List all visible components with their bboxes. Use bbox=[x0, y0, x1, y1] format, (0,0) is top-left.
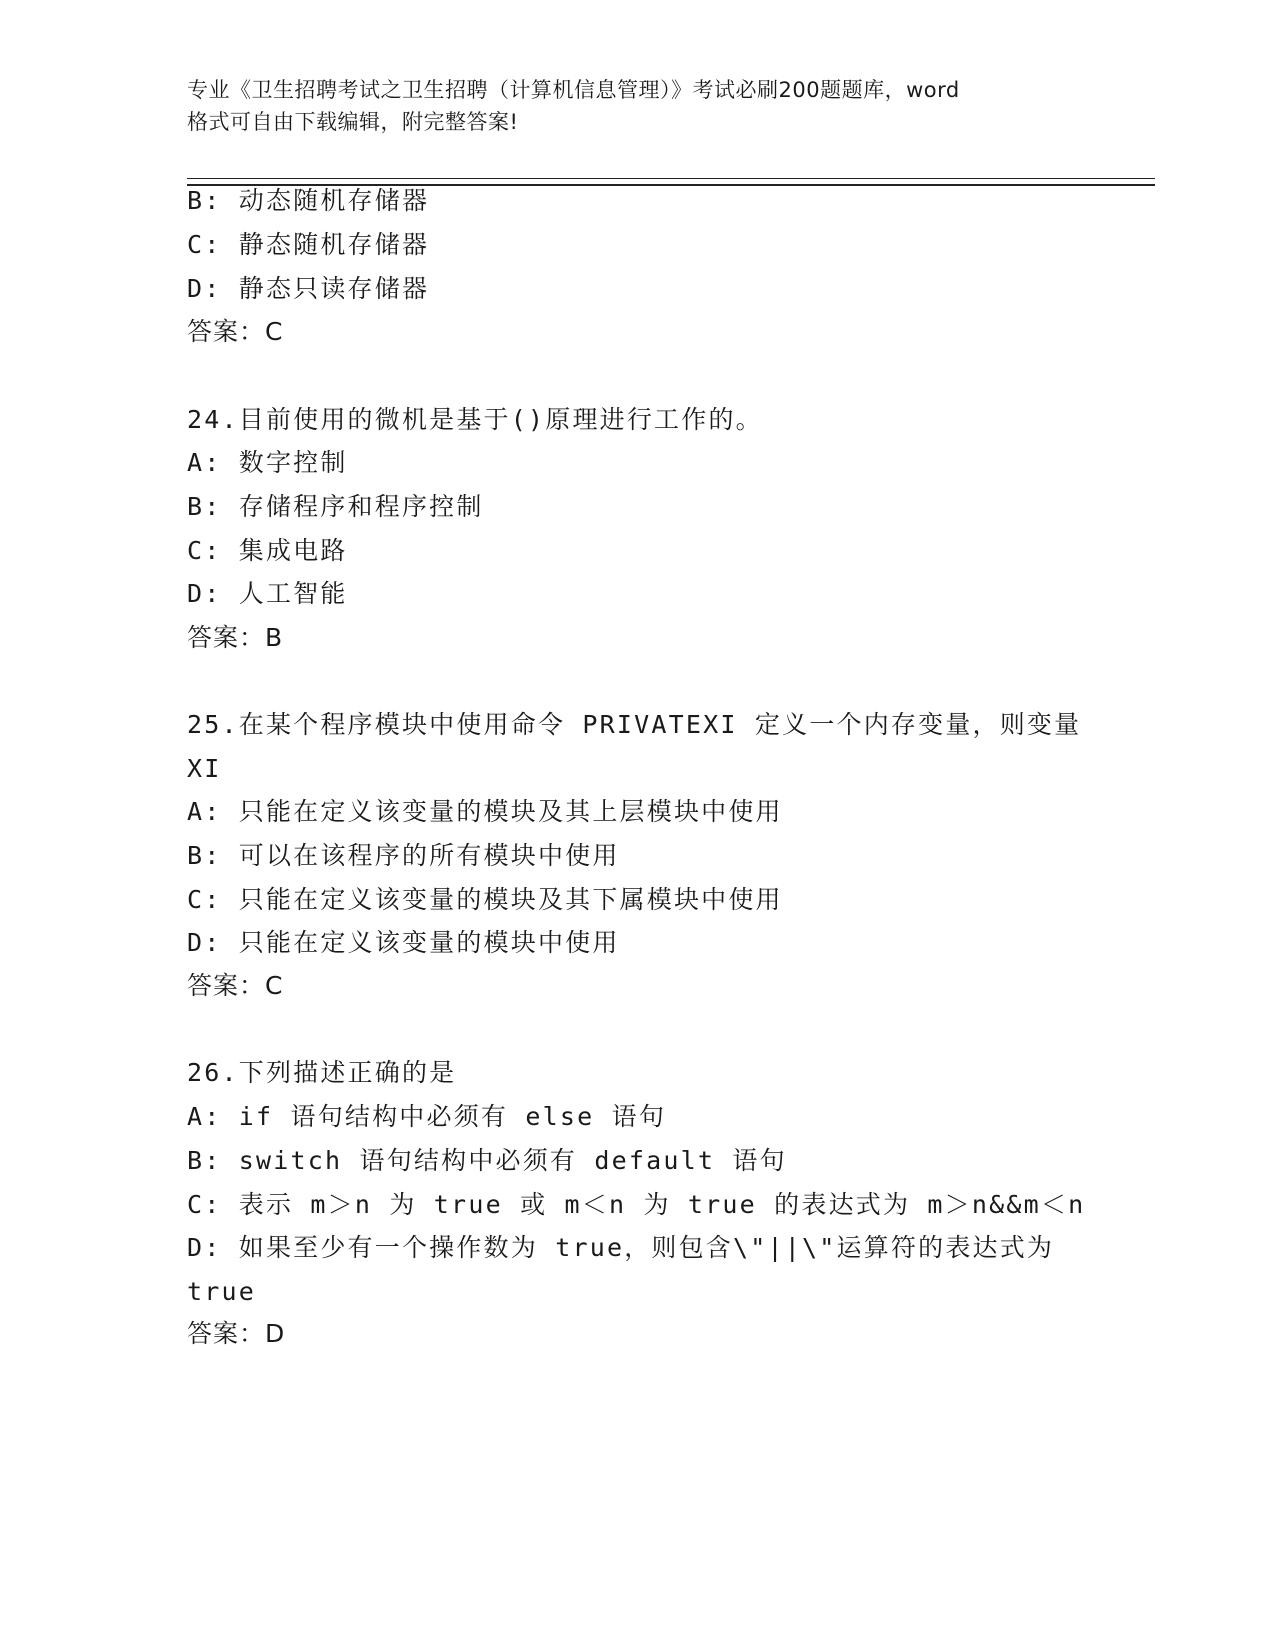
q25-option-c: C: 只能在定义该变量的模块及其下属模块中使用 bbox=[187, 885, 783, 914]
q26-option-d-line-2: true bbox=[187, 1277, 257, 1306]
q25-option-a: A: 只能在定义该变量的模块及其上层模块中使用 bbox=[187, 797, 783, 826]
q26-option-a: A: if 语句结构中必须有 else 语句 bbox=[187, 1102, 667, 1131]
q25-answer: 答案：C bbox=[187, 971, 284, 1000]
q24-option-c: C: 集成电路 bbox=[187, 536, 348, 565]
header-line-2: 格式可自由下载编辑，附完整答案! bbox=[187, 110, 519, 134]
q23-answer: 答案：C bbox=[187, 317, 284, 346]
q24-option-d: D: 人工智能 bbox=[187, 579, 348, 608]
q26-question: 26.下列描述正确的是 bbox=[187, 1058, 457, 1087]
q25-question-line-1: 25.在某个程序模块中使用命令 PRIVATEXI 定义一个内存变量，则变量 bbox=[187, 710, 1082, 739]
q25-option-d: D: 只能在定义该变量的模块中使用 bbox=[187, 928, 620, 957]
header-line-1: 专业《卫生招聘考试之卫生招聘（计算机信息管理）》考试必刷200题题库，word bbox=[187, 78, 960, 102]
q24-question: 24.目前使用的微机是基于()原理进行工作的。 bbox=[187, 405, 763, 434]
q25-question-line-2: XI bbox=[187, 754, 222, 783]
q26-answer: 答案：D bbox=[187, 1319, 286, 1348]
q23-option-d: D: 静态只读存储器 bbox=[187, 274, 430, 303]
q23-option-c: C: 静态随机存储器 bbox=[187, 230, 430, 259]
q23-option-b: B: 动态随机存储器 bbox=[187, 186, 430, 215]
document-header bbox=[187, 74, 1087, 138]
q25-option-b: B: 可以在该程序的所有模块中使用 bbox=[187, 841, 620, 870]
q24-option-a: A: 数字控制 bbox=[187, 448, 348, 477]
q26-option-b: B: switch 语句结构中必须有 default 语句 bbox=[187, 1146, 787, 1175]
q26-option-d-line-1: D: 如果至少有一个操作数为 true，则包含\"||\"运算符的表达式为 bbox=[187, 1233, 1055, 1262]
q24-answer: 答案：B bbox=[187, 623, 284, 652]
q26-option-c: C: 表示 m＞n 为 true 或 m＜n 为 true 的表达式为 m＞n&&m＜n bbox=[187, 1190, 1086, 1219]
q24-option-b: B: 存储程序和程序控制 bbox=[187, 492, 484, 521]
